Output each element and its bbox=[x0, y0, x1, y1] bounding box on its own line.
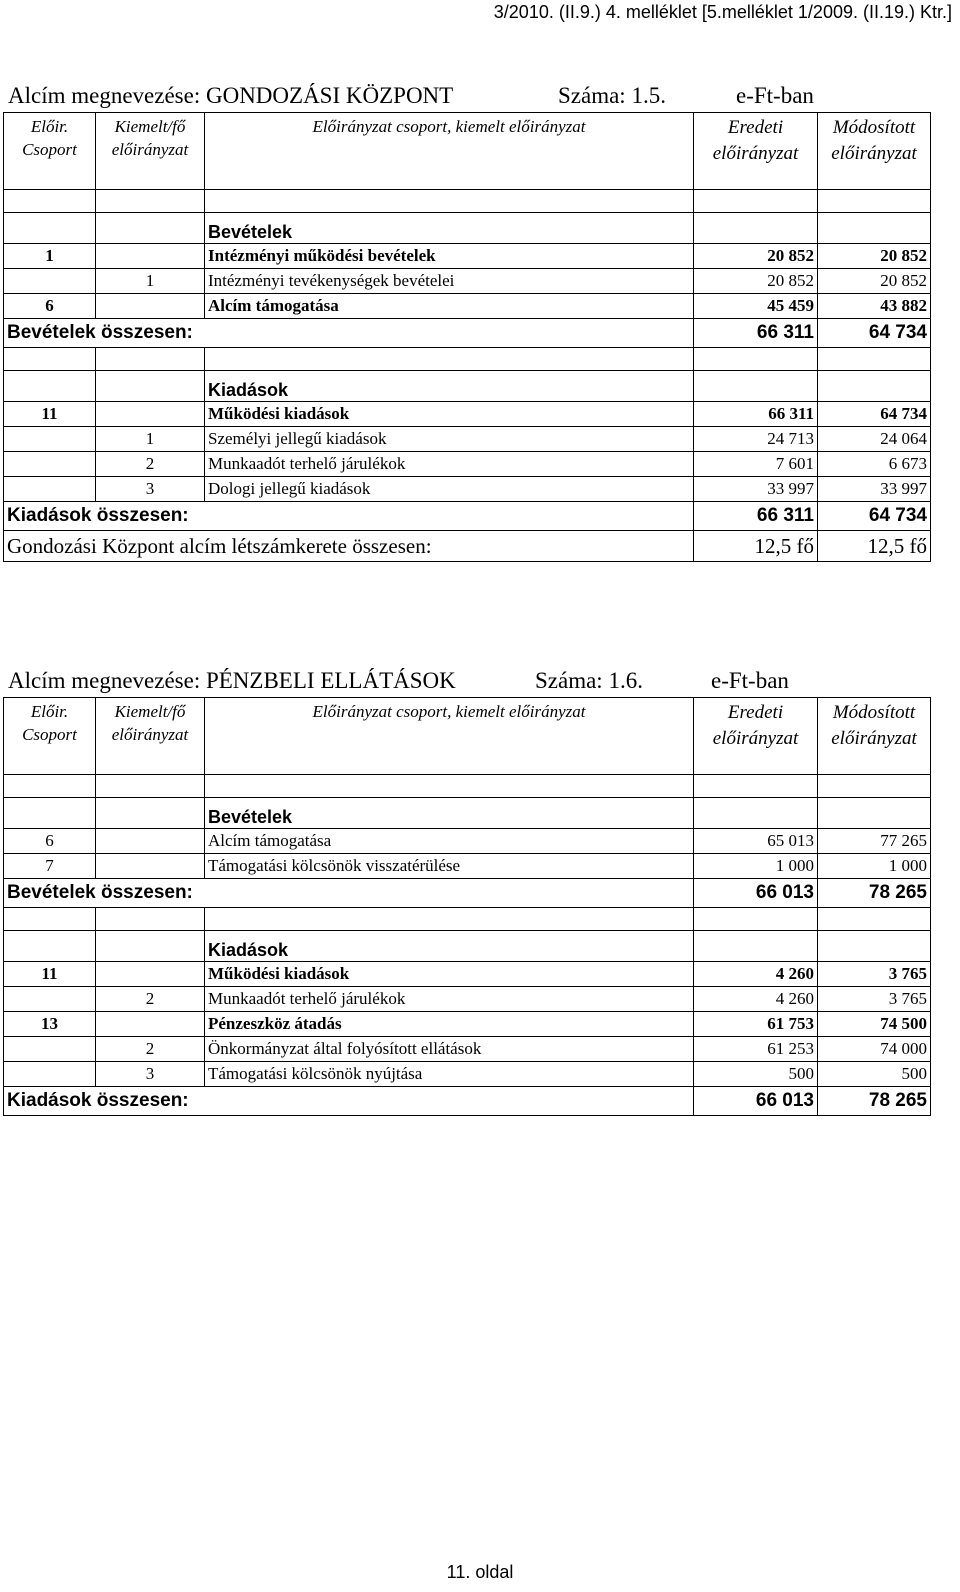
main-code: 2 bbox=[96, 1037, 205, 1062]
table-row bbox=[4, 402, 931, 427]
row-name: Alcím támogatása bbox=[205, 829, 694, 854]
empty-cell bbox=[818, 348, 931, 371]
table-header-row bbox=[4, 113, 931, 190]
revenue-total bbox=[4, 319, 931, 348]
row-name: Munkaadót terhelő járulékok bbox=[205, 452, 694, 477]
row-name: Támogatási kölcsönök visszatérülése bbox=[205, 854, 694, 879]
empty-cell bbox=[818, 908, 931, 931]
col-name-header: Előirányzat csoport, kiemelt előirányzat bbox=[205, 113, 694, 190]
main-code bbox=[96, 244, 205, 269]
original-amount: 20 852 bbox=[694, 244, 818, 269]
row-name: Működési kiadások bbox=[205, 962, 694, 987]
main-code: 3 bbox=[96, 477, 205, 502]
group-code bbox=[4, 1062, 96, 1087]
revenue-heading-label: Bevételek bbox=[205, 798, 694, 829]
headcount bbox=[4, 531, 931, 562]
original-amount: 7 601 bbox=[694, 452, 818, 477]
empty-cell bbox=[4, 908, 96, 931]
group-code: 6 bbox=[4, 829, 96, 854]
section1-number: Száma: 1.5. bbox=[558, 83, 666, 108]
section2-unit: e-Ft-ban bbox=[711, 668, 789, 693]
empty-cell bbox=[205, 879, 694, 908]
main-code bbox=[96, 962, 205, 987]
empty-cell bbox=[205, 319, 694, 348]
col-original-header: Eredeti előirányzat bbox=[694, 698, 818, 775]
modified-amount: 33 997 bbox=[818, 477, 931, 502]
group-code: 11 bbox=[4, 402, 96, 427]
empty-cell bbox=[205, 908, 694, 931]
expense-total bbox=[4, 1087, 931, 1116]
modified-amount: 24 064 bbox=[818, 427, 931, 452]
empty-cell bbox=[694, 931, 818, 962]
original-amount: 33 997 bbox=[694, 477, 818, 502]
table-row bbox=[4, 294, 931, 319]
empty-cell bbox=[205, 1087, 694, 1116]
empty-cell bbox=[818, 190, 931, 213]
row-name: Működési kiadások bbox=[205, 402, 694, 427]
headcount-original: 12,5 fő bbox=[694, 531, 818, 562]
empty-cell bbox=[96, 190, 205, 213]
row-name: Önkormányzat által folyósított ellátások bbox=[205, 1037, 694, 1062]
original-amount: 65 013 bbox=[694, 829, 818, 854]
page-number: 11. oldal bbox=[446, 1562, 514, 1582]
empty-cell bbox=[96, 775, 205, 798]
group-code: 11 bbox=[4, 962, 96, 987]
modified-amount: 3 765 bbox=[818, 987, 931, 1012]
empty-cell bbox=[818, 371, 931, 402]
section2-title: Alcím megnevezése: PÉNZBELI ELLÁTÁSOK bbox=[8, 668, 456, 693]
group-code bbox=[4, 452, 96, 477]
original-amount: 45 459 bbox=[694, 294, 818, 319]
expense-total-label: Kiadások összesen: bbox=[4, 502, 96, 531]
table-row bbox=[4, 244, 931, 269]
group-code bbox=[4, 1037, 96, 1062]
original-amount: 61 753 bbox=[694, 1012, 818, 1037]
main-code bbox=[96, 294, 205, 319]
empty-cell bbox=[4, 348, 96, 371]
original-amount: 1 000 bbox=[694, 854, 818, 879]
revenue-total-modified: 78 265 bbox=[818, 879, 931, 908]
modified-amount: 500 bbox=[818, 1062, 931, 1087]
empty-cell bbox=[818, 931, 931, 962]
group-code bbox=[4, 987, 96, 1012]
empty-cell bbox=[694, 908, 818, 931]
table-row bbox=[4, 1062, 931, 1087]
modified-amount: 20 852 bbox=[818, 244, 931, 269]
group-code: 13 bbox=[4, 1012, 96, 1037]
col-group-header: Előir. Csoport bbox=[4, 698, 96, 775]
row-name: Intézményi tevékenységek bevételei bbox=[205, 269, 694, 294]
empty-cell bbox=[4, 190, 96, 213]
row-name: Munkaadót terhelő járulékok bbox=[205, 987, 694, 1012]
table-row bbox=[4, 269, 931, 294]
expense-total-original: 66 013 bbox=[694, 1087, 818, 1116]
modified-amount: 6 673 bbox=[818, 452, 931, 477]
headcount-modified: 12,5 fő bbox=[818, 531, 931, 562]
modified-amount: 77 265 bbox=[818, 829, 931, 854]
main-code: 2 bbox=[96, 987, 205, 1012]
empty-cell bbox=[205, 348, 694, 371]
original-amount: 61 253 bbox=[694, 1037, 818, 1062]
original-amount: 4 260 bbox=[694, 987, 818, 1012]
empty-cell bbox=[205, 502, 694, 531]
col-main-header: Kiemelt/fő előirányzat bbox=[96, 698, 205, 775]
col-name-header: Előirányzat csoport, kiemelt előirányzat bbox=[205, 698, 694, 775]
expense-heading-label: Kiadások bbox=[205, 931, 694, 962]
group-code: 6 bbox=[4, 294, 96, 319]
table-row bbox=[4, 854, 931, 879]
main-code: 2 bbox=[96, 452, 205, 477]
revenue-total-original: 66 311 bbox=[694, 319, 818, 348]
col-main-header: Kiemelt/fő előirányzat bbox=[96, 113, 205, 190]
empty-cell bbox=[96, 348, 205, 371]
empty-cell bbox=[4, 775, 96, 798]
modified-amount: 1 000 bbox=[818, 854, 931, 879]
table-row bbox=[4, 1012, 931, 1037]
empty-cell bbox=[818, 798, 931, 829]
expense-total bbox=[4, 502, 931, 531]
blank-row bbox=[4, 190, 931, 213]
expense-total-label: Kiadások összesen: bbox=[4, 1087, 96, 1116]
group-code bbox=[4, 269, 96, 294]
modified-amount: 20 852 bbox=[818, 269, 931, 294]
empty-cell bbox=[4, 931, 96, 962]
empty-cell bbox=[818, 775, 931, 798]
main-code: 1 bbox=[96, 269, 205, 294]
empty-cell bbox=[694, 371, 818, 402]
section1-unit: e-Ft-ban bbox=[736, 83, 814, 108]
revenue-heading bbox=[4, 213, 931, 244]
empty-cell bbox=[96, 798, 205, 829]
original-amount: 20 852 bbox=[694, 269, 818, 294]
table-row bbox=[4, 477, 931, 502]
empty-cell bbox=[96, 213, 205, 244]
revenue-total-modified: 64 734 bbox=[818, 319, 931, 348]
blank-row bbox=[4, 775, 931, 798]
modified-amount: 64 734 bbox=[818, 402, 931, 427]
main-code bbox=[96, 1012, 205, 1037]
table-row bbox=[4, 452, 931, 477]
main-code: 3 bbox=[96, 1062, 205, 1087]
modified-amount: 74 500 bbox=[818, 1012, 931, 1037]
expense-total-modified: 64 734 bbox=[818, 502, 931, 531]
empty-cell bbox=[694, 213, 818, 244]
headcount-label: Gondozási Központ alcím létszámkerete összesen: bbox=[4, 531, 96, 562]
revenue-total-original: 66 013 bbox=[694, 879, 818, 908]
document-reference: 3/2010. (II.9.) 4. melléklet [5.melléklet 1/2009. (II.19.) Ktr.] bbox=[493, 2, 952, 22]
col-modified-header: Módosított előirányzat bbox=[818, 113, 931, 190]
section1-title: Alcím megnevezése: GONDOZÁSI KÖZPONT bbox=[8, 83, 454, 108]
main-code bbox=[96, 854, 205, 879]
table-row bbox=[4, 427, 931, 452]
empty-cell bbox=[4, 213, 96, 244]
original-amount: 4 260 bbox=[694, 962, 818, 987]
table-header-row bbox=[4, 698, 931, 775]
empty-cell bbox=[205, 775, 694, 798]
section2-number: Száma: 1.6. bbox=[535, 668, 643, 693]
col-original-header: Eredeti előirányzat bbox=[694, 113, 818, 190]
empty-cell bbox=[694, 775, 818, 798]
empty-cell bbox=[205, 190, 694, 213]
group-code bbox=[4, 427, 96, 452]
group-code bbox=[4, 477, 96, 502]
main-code: 1 bbox=[96, 427, 205, 452]
table-row bbox=[4, 987, 931, 1012]
original-amount: 66 311 bbox=[694, 402, 818, 427]
revenue-total bbox=[4, 879, 931, 908]
revenue-total-label: Bevételek összesen: bbox=[4, 319, 96, 348]
modified-amount: 43 882 bbox=[818, 294, 931, 319]
blank-row bbox=[4, 348, 931, 371]
empty-cell bbox=[96, 931, 205, 962]
row-name: Pénzeszköz átadás bbox=[205, 1012, 694, 1037]
row-name: Dologi jellegű kiadások bbox=[205, 477, 694, 502]
row-name: Támogatási kölcsönök nyújtása bbox=[205, 1062, 694, 1087]
main-code bbox=[96, 402, 205, 427]
revenue-total-label: Bevételek összesen: bbox=[4, 879, 96, 908]
group-code: 7 bbox=[4, 854, 96, 879]
section2-table bbox=[3, 697, 931, 1116]
expense-heading-label: Kiadások bbox=[205, 371, 694, 402]
row-name: Személyi jellegű kiadások bbox=[205, 427, 694, 452]
table-row bbox=[4, 1037, 931, 1062]
expense-heading bbox=[4, 371, 931, 402]
expense-total-original: 66 311 bbox=[694, 502, 818, 531]
empty-cell bbox=[694, 348, 818, 371]
table-row bbox=[4, 829, 931, 854]
empty-cell bbox=[96, 371, 205, 402]
modified-amount: 74 000 bbox=[818, 1037, 931, 1062]
blank-row bbox=[4, 908, 931, 931]
main-code bbox=[96, 829, 205, 854]
col-modified-header: Módosított előirányzat bbox=[818, 698, 931, 775]
empty-cell bbox=[694, 190, 818, 213]
modified-amount: 3 765 bbox=[818, 962, 931, 987]
empty-cell bbox=[818, 213, 931, 244]
original-amount: 24 713 bbox=[694, 427, 818, 452]
row-name: Intézményi működési bevételek bbox=[205, 244, 694, 269]
group-code: 1 bbox=[4, 244, 96, 269]
empty-cell bbox=[4, 371, 96, 402]
empty-cell bbox=[96, 908, 205, 931]
row-name: Alcím támogatása bbox=[205, 294, 694, 319]
section1-table bbox=[3, 112, 931, 562]
empty-cell bbox=[694, 798, 818, 829]
revenue-heading-label: Bevételek bbox=[205, 213, 694, 244]
expense-heading bbox=[4, 931, 931, 962]
table-row bbox=[4, 962, 931, 987]
revenue-heading bbox=[4, 798, 931, 829]
col-group-header: Előir. Csoport bbox=[4, 113, 96, 190]
expense-total-modified: 78 265 bbox=[818, 1087, 931, 1116]
original-amount: 500 bbox=[694, 1062, 818, 1087]
empty-cell bbox=[4, 798, 96, 829]
